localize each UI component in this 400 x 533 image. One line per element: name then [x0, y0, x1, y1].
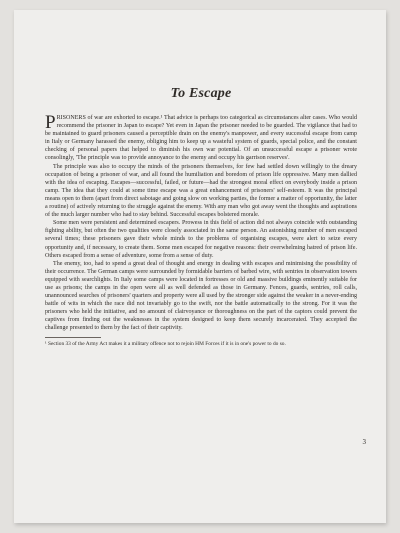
page-content [45, 86, 357, 348]
paragraph-1-text: of war are exhorted to escape.¹ That advice is perhaps too categorical as circumstances alter cases. Who would recommend the prisoner in Japan to escape? Yet even in Japan the prisoner needed to be guarded. The vigilance that had to be maintained to guard prisoners caused a perceptible drain on the enemy's manpower, and every successful escape from camp in Italy or Germany harassed the enemy, obliging him to keep up a wasteful system of guards, special police, and the constant checking of personal papers that helped to diminish his own war potential. Of an unsuccessful escape a prisoner wrote consolingly, 'The principle was to provide annoyance to the enemy and occupy his garrison reserves'. [45, 115, 357, 162]
lead-word: RISONERS [56, 115, 86, 121]
paragraph-4: The enemy, too, had to spend a great deal of thought and energy in dealing with escapes and minimising the possibility of their occurrence. The German camps were surrounded by formidable barriers of barbed wire, with sentries in observation towers equipped with searchlights. In Italy some camps were located in fortresses or old and massive buildings eminently suitable for use as prisons; the camps in the open were all as well defended as those in Germany. Fences, guards, sentries, roll calls, unannounced searches of prisoners' quarters and property were all used by the stronger side against the weaker in a never-ending battle of wits in which the race did not invariably go to the swift, nor the battle automatically to the strong. For it was the prisoners who held the initiative, and no amount of clairvoyance or thoroughness on the part of the captors could prevent the captives from finding out the weaknesses in the system designed to keep them securely incarcerated. They accepted the challenge presented to them by the fact of their captivity. [45, 260, 357, 332]
paragraph-2: The principle was also to occupy the minds of the prisoners themselves, for few had settled down willingly to the dreary occupation of being a prisoner of war, and all found the humiliation and boredom of prison life oppressive. Many men dallied with the idea of escaping. Escapes—successful, failed, or future—had the strongest moral effect on everybody inside a prison camp. The idea that they could at some time escape was a great enhancement of prisoners' self-esteem. It was the principal means open to them (apart from direct sabotage and going slow on working parties, the former a matter of opportunity, the latter a routine) of actively returning to the struggle against the enemy. With any man who got away went the thoughts and aspirations of the much larger number who had to stay behind. Successful escapes bolstered morale. [45, 163, 357, 219]
chapter-title: To Escape [170, 86, 232, 101]
paragraph-1 [45, 114, 357, 163]
page-number: 3 [362, 438, 366, 446]
drop-cap: P [45, 112, 56, 133]
paragraph-3: Some men were persistent and determined escapers. Prowess in this field of action did not always coincide with outstanding fighting ability, but often the two qualities were closely associated in the same person. An astonishing number of men escaped several times; these prisoners gave their whole minds to the problems of organising escapes, were alert to seize every opportunity and, if necessary, to create them. Some men escaped for negative reasons: their overwhelming hatred of prison life. Others escaped from a sense of adventure, some from a sense of duty. [45, 220, 357, 259]
book-page [14, 10, 386, 523]
footnote-divider [45, 337, 101, 338]
footnote: ¹ Section 33 of the Army Act makes it a military offence not to rejoin HM Forces if it is in one's power to do so. [45, 340, 286, 347]
